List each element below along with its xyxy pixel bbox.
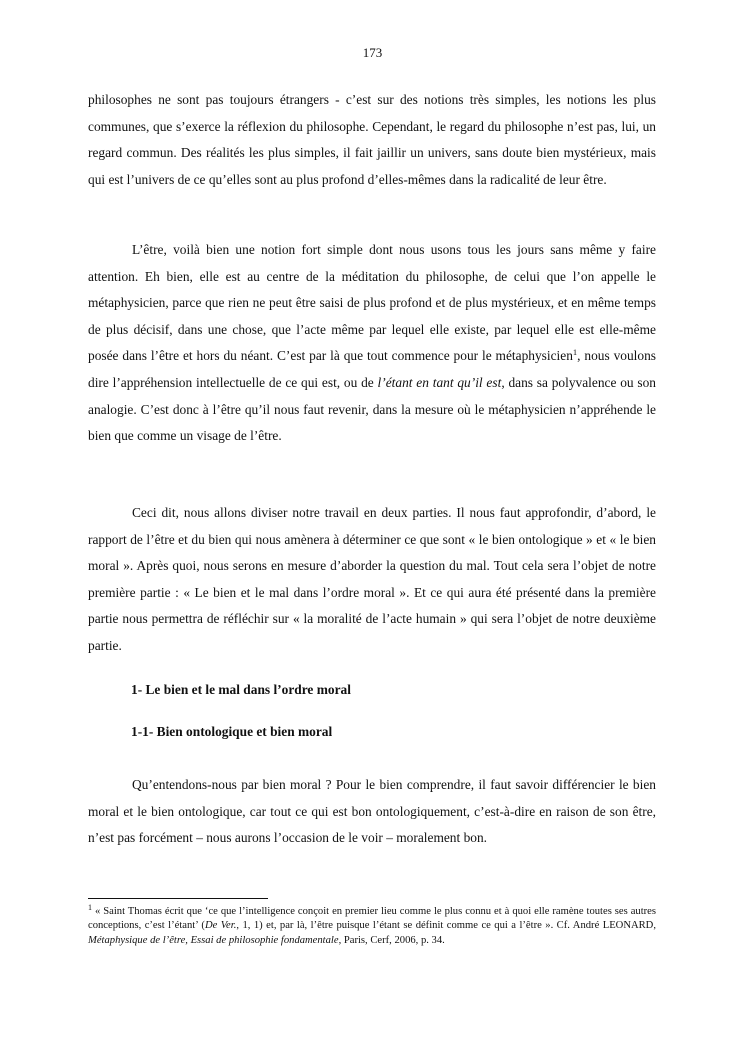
footnote-italic-a: De Ver. <box>204 920 237 932</box>
section-heading: 1- Le bien et le mal dans l’ordre moral <box>131 682 351 697</box>
paragraph-2-italic: l’étant en tant qu’il est <box>377 374 502 390</box>
page-number: 173 <box>362 45 383 60</box>
paragraph-2-text-a: L’être, voilà bien une notion fort simple dont nous usons tous les jours sans même y faire attention. Eh bien, elle est au centre de la méditation du philosophe, de celui que l’on appelle le métaphysicien, parce que rien ne peut être saisi de plus profond et de plus mystérieux, et en même temps de plus décisif, dans une chose, que l’acte même par lequel elle existe, par lequel elle est elle-même posée dans l’être et hors du néant. C’est par là que tout commence pour le métaphysicien <box>88 242 656 364</box>
footnote-text-c: Paris, Cerf, 2006, p. 34. <box>341 934 445 946</box>
footnote-reference[interactable]: 1 <box>572 347 578 358</box>
paragraph-1: philosophes ne sont pas toujours étrangers - c’est sur des notions très simples, les notions les plus communes, que s’exerce la réflexion du philosophe. Cependant, le regard du philosophe n’est pas, lui, un regard commun. Des réalités les plus simples, il fait jaillir un univers, sans doute bien mystérieux, mais qui est l’univers de ce qu’elles sont au plus profond d’elles-mêmes dans la radicalité de leur être. <box>88 92 656 187</box>
subsection-heading: 1-1- Bien ontologique et bien moral <box>131 724 333 739</box>
paragraph-2-text-c: , dans sa polyvalence ou son analogie. C’est donc à l’être qu’il nous faut revenir, dans la mesure où le métaphysicien n’appréhende le bien que comme un visage de l’être. <box>88 374 656 444</box>
footnote-separator <box>88 898 268 899</box>
paragraph-3: Ceci dit, nous allons diviser notre travail en deux parties. Il nous faut approfondir, d’abord, le rapport de l’être et du bien qui nous amènera à déterminer ce que sont « le bien ontologique » et « le bien moral ». Après quoi, nous serons en mesure d’aborder la question du mal. Tout cela sera l’objet de notre première partie : « Le bien et le mal dans l’ordre moral ». Et ce qui aura été présenté dans la première partie nous permettra de réfléchir sur « la moralité de l’acte humain » qui sera l’objet de notre deuxième partie. <box>88 505 656 653</box>
footnote-text-b: , 1, 1) et, par là, l’être puisque l’étant se définit comme ce qui a l’être ». Cf. André LEONARD, <box>236 920 656 932</box>
footnote <box>88 905 656 948</box>
paragraph-4: Qu’entendons-nous par bien moral ? Pour le bien comprendre, il faut savoir différencier le bien moral et le bien ontologique, car tout ce qui est bon ontologiquement, c’est-à-dire en raison de son être, n’est pas forcément – nous aurons l’occasion de le voir – moralement bon. <box>88 777 656 846</box>
footnote-text-a: « Saint Thomas écrit que ‘ce que l’intelligence conçoit en premier lieu comme le plus connu et à quoi elle ramène toutes ses autres conceptions, c’est l’étant’ ( <box>88 906 656 932</box>
paragraph-2-text-b: , nous voulons dire l’appréhension intellectuelle de ce qui est, ou de <box>88 348 656 390</box>
footnote-number: 1 <box>88 903 92 912</box>
paragraph-2 <box>88 237 656 450</box>
footnote-italic-b: Métaphysique de l’être, Essai de philosophie fondamentale, <box>88 934 342 946</box>
